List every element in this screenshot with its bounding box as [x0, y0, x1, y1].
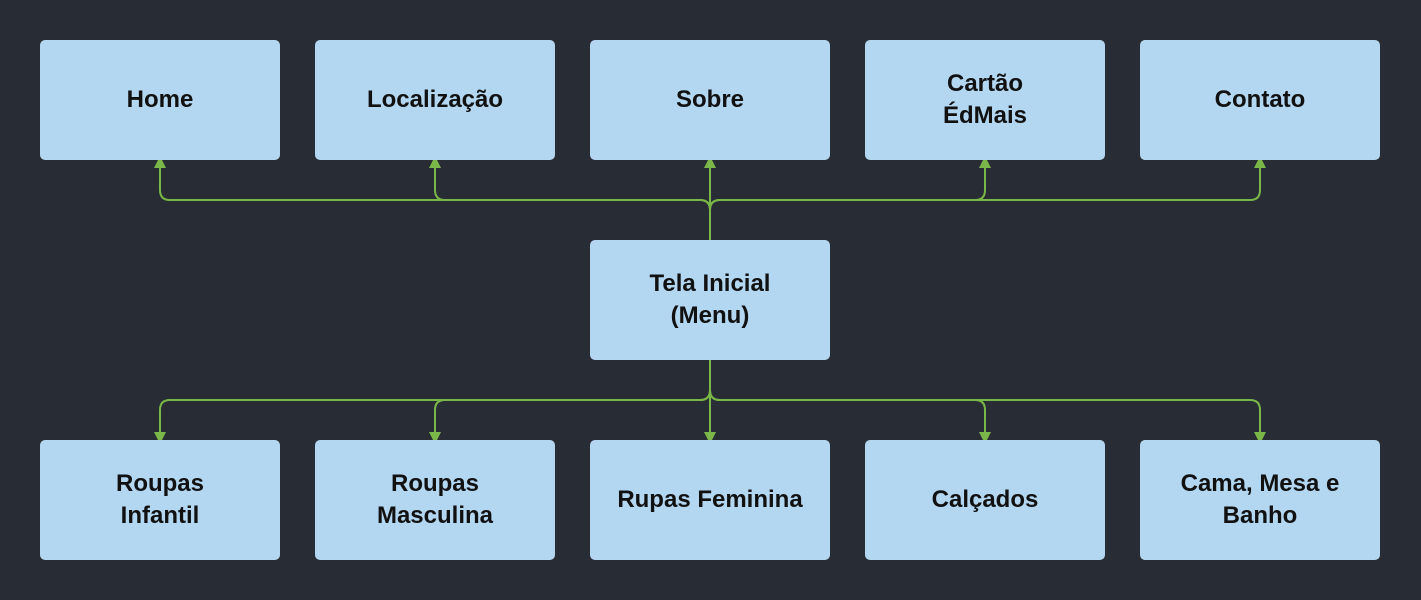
node-roupas-masculina[interactable]	[315, 440, 555, 560]
node-label: Contato	[1214, 86, 1306, 113]
node-contato[interactable]	[1140, 40, 1380, 160]
node-rupas-feminina[interactable]	[590, 440, 830, 560]
node-tela-inicial[interactable]	[590, 240, 830, 360]
node-label: Roupas Infantil	[115, 470, 204, 529]
edge-to-localizacao	[435, 162, 710, 240]
node-label: Cama, Mesa e Banho	[1180, 470, 1340, 529]
edge-to-roupas-masculina	[435, 360, 710, 438]
node-cartao-edmais[interactable]	[865, 40, 1105, 160]
node-cama-mesa-banho[interactable]	[1140, 440, 1380, 560]
node-sobre[interactable]	[590, 40, 830, 160]
node-label: Sobre	[675, 86, 744, 113]
node-roupas-infantil[interactable]	[40, 440, 280, 560]
node-label: Home	[126, 86, 194, 113]
node-label: Localização	[366, 86, 504, 113]
node-calcados[interactable]	[865, 440, 1105, 560]
node-label: Tela Inicial (Menu)	[649, 270, 771, 329]
node-localizacao[interactable]	[315, 40, 555, 160]
node-label: Calçados	[931, 486, 1039, 513]
node-label: Cartão ÉdMais	[942, 70, 1028, 129]
node-label: Rupas Feminina	[617, 486, 803, 513]
node-label: Roupas Masculina	[376, 470, 494, 529]
node-home[interactable]	[40, 40, 280, 160]
